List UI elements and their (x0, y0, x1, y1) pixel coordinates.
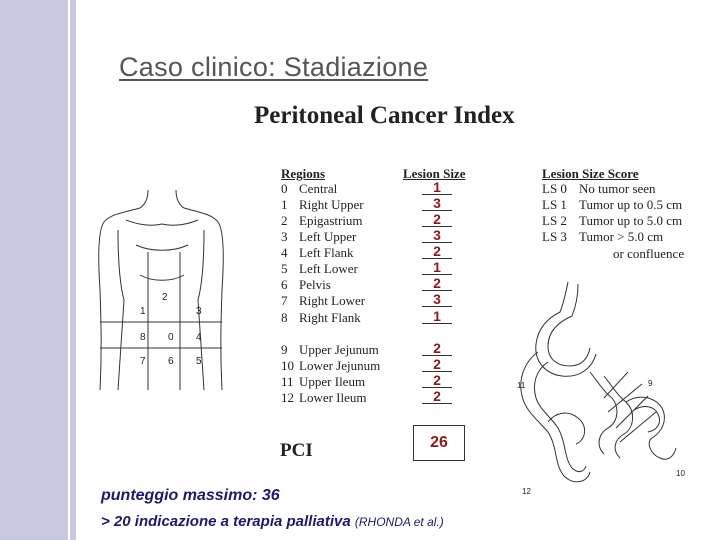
lesion-score: 1 (422, 309, 452, 324)
region-name: Pelvis (299, 277, 331, 292)
region-number: 3 (281, 229, 288, 244)
torso-label: 7 (140, 356, 146, 367)
gut-label: 12 (522, 487, 531, 496)
max-score-note: punteggio massimo: 36 (101, 487, 280, 504)
region-name: Lower Jejunum (299, 358, 381, 373)
lesion-score: 2 (422, 341, 452, 356)
citation: (RHONDA et al.) (354, 515, 444, 529)
region-row (281, 229, 356, 245)
region-name: Left Upper (299, 229, 357, 244)
region-number: 5 (281, 261, 288, 276)
region-row (281, 245, 354, 261)
region-name: Epigastrium (299, 213, 363, 228)
indication-text: > 20 indicazione a terapia palliativa (101, 513, 351, 530)
region-number: 9 (281, 342, 288, 357)
legend-item: LS 2 Tumor up to 5.0 cm (542, 213, 683, 228)
region-name: Left Flank (299, 245, 354, 260)
region-name: Upper Jejunum (299, 342, 379, 357)
lesion-size-header: Lesion Size (403, 166, 466, 181)
legend-continuation: or confluence (613, 246, 685, 261)
region-name: Right Flank (299, 310, 361, 325)
region-row (281, 310, 361, 326)
region-row (281, 342, 379, 358)
lesion-score: 2 (422, 244, 452, 259)
region-name: Right Upper (299, 197, 364, 212)
region-row (281, 181, 337, 197)
gut-label: 10 (676, 469, 685, 478)
legend-item: LS 0 No tumor seen (542, 181, 656, 196)
lesion-score: 3 (422, 292, 452, 307)
lesion-score: 3 (422, 196, 452, 211)
region-number: 0 (281, 181, 288, 196)
region-row (281, 374, 365, 390)
region-name: Right Lower (299, 293, 366, 308)
lesion-score: 1 (422, 180, 452, 195)
lesion-score: 2 (422, 373, 452, 388)
region-row (281, 293, 365, 309)
lesion-score: 3 (422, 228, 452, 243)
region-number: 10 (281, 358, 294, 373)
small-bowel-diagram (508, 272, 698, 497)
torso-label: 8 (140, 332, 146, 343)
region-number: 12 (281, 390, 294, 405)
region-row (281, 358, 380, 374)
slide-title: Caso clinico: Stadiazione (119, 52, 429, 82)
torso-label: 3 (196, 306, 202, 317)
region-number: 6 (281, 277, 288, 292)
region-name: Left Lower (299, 261, 358, 276)
lesion-score: 2 (422, 212, 452, 227)
slide-sidebar (0, 0, 76, 540)
region-name: Lower Ileum (299, 390, 367, 405)
torso-label: 5 (196, 356, 202, 367)
region-number: 4 (281, 245, 288, 260)
torso-label: 1 (140, 306, 146, 317)
torso-label: 6 (168, 356, 174, 367)
legend-item: LS 1 Tumor up to 0.5 cm (542, 197, 683, 212)
region-number: 1 (281, 197, 288, 212)
gut-label: 9 (648, 379, 653, 388)
region-number: 11 (281, 374, 294, 389)
region-row (281, 390, 367, 406)
legend-item: LS 3 Tumor > 5.0 cm (542, 229, 664, 244)
lesion-score: 2 (422, 357, 452, 372)
region-row (281, 277, 331, 293)
region-row (281, 197, 364, 213)
pci-heading: Peritoneal Cancer Index (254, 102, 515, 129)
gut-label: 11 (517, 381, 526, 390)
regions-header: Regions (281, 166, 326, 181)
torso-label: 2 (162, 292, 168, 303)
lesion-size-score-header: Lesion Size Score (542, 166, 639, 181)
region-name: Central (299, 181, 338, 196)
lesion-score: 2 (422, 389, 452, 404)
indication-note (101, 513, 444, 530)
region-number: 7 (281, 293, 288, 308)
torso-diagram (96, 190, 226, 400)
sidebar-divider (68, 0, 70, 540)
pci-total: 26 (413, 425, 465, 461)
torso-label: 4 (196, 332, 202, 343)
region-number: 8 (281, 310, 288, 325)
lesion-score: 2 (422, 276, 452, 291)
region-name: Upper Ileum (299, 374, 366, 389)
region-row (281, 261, 358, 277)
region-number: 2 (281, 213, 288, 228)
pci-label: PCI (280, 440, 313, 461)
region-row (281, 213, 363, 229)
lesion-score: 1 (422, 260, 452, 275)
torso-label: 0 (168, 332, 174, 343)
